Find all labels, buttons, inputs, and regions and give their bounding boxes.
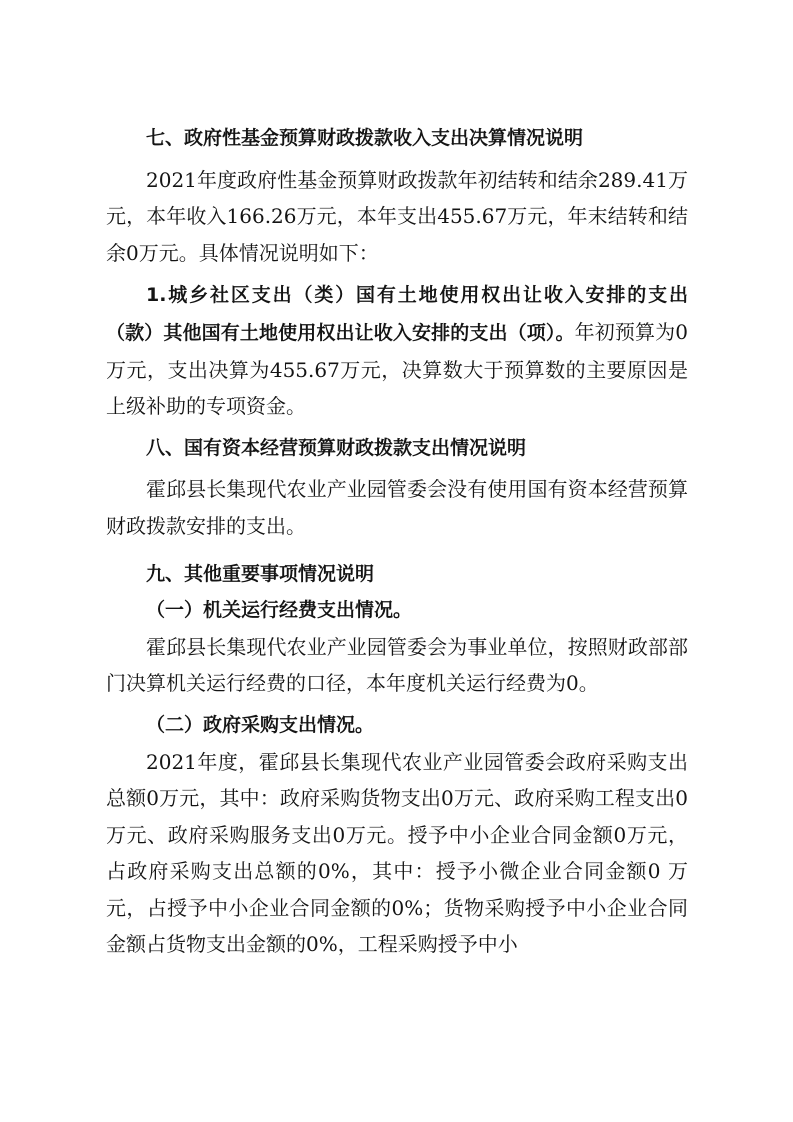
section-9-sub-1-text: 霍邱县长集现代农业产业园管委会为事业单位，按照财政部部门决算机关运行经费的口径，本年度机关运行经费为0。 bbox=[106, 634, 688, 696]
document-page bbox=[106, 120, 688, 963]
section-8-text: 霍邱县长集现代农业产业园管委会没有使用国有资本经营预算财政拨款安排的支出。 bbox=[106, 477, 688, 538]
section-8-heading: 八、国有资本经营预算财政拨款支出情况说明 bbox=[146, 436, 527, 459]
section-9-sub-1-heading: （一）机关运行经费支出情况。 bbox=[146, 599, 413, 622]
section-7-heading: 七、政府性基金预算财政拨款收入支出决算情况说明 bbox=[146, 127, 584, 149]
section-7-item-1 bbox=[106, 276, 688, 424]
section-7-item-1-text: 年初预算为0万元，支出决算为455.67万元，决算数大于预算数的主要原因是上级补助的专项资金。 bbox=[106, 319, 688, 419]
section-9-sub-2-heading: （二）政府采购支出情况。 bbox=[146, 713, 375, 736]
section-9-sub-2-text: 2021年度，霍邱县长集现代农业产业园管委会政府采购支出总额0万元，其中：政府采购货物支出0万元、政府采购工程支出0万元、政府采购服务支出0万元。授予中小企业合同金额0万元，占政府采购支出总额的0%，其中：授予小微企业合同金额0 万元，占授予中小企业合同金额的0%；货物采购授予中小企业合同金额占货物支出金额的0%，工程采购授予中小 bbox=[106, 749, 688, 957]
section-7-intro: 2021年度政府性基金预算财政拨款年初结转和结余289.41万元，本年收入166.26万元，本年支出455.67万元，年末结转和结余0万元。具体情况说明如下： bbox=[106, 167, 688, 265]
section-9-heading: 九、其他重要事项情况说明 bbox=[146, 562, 375, 585]
section-7-item-1-title: 1.城乡社区支出（类）国有土地使用权出让收入安排的支出（款）其他国有土地使用权出让收入安排的支出（项）。 bbox=[106, 284, 688, 344]
